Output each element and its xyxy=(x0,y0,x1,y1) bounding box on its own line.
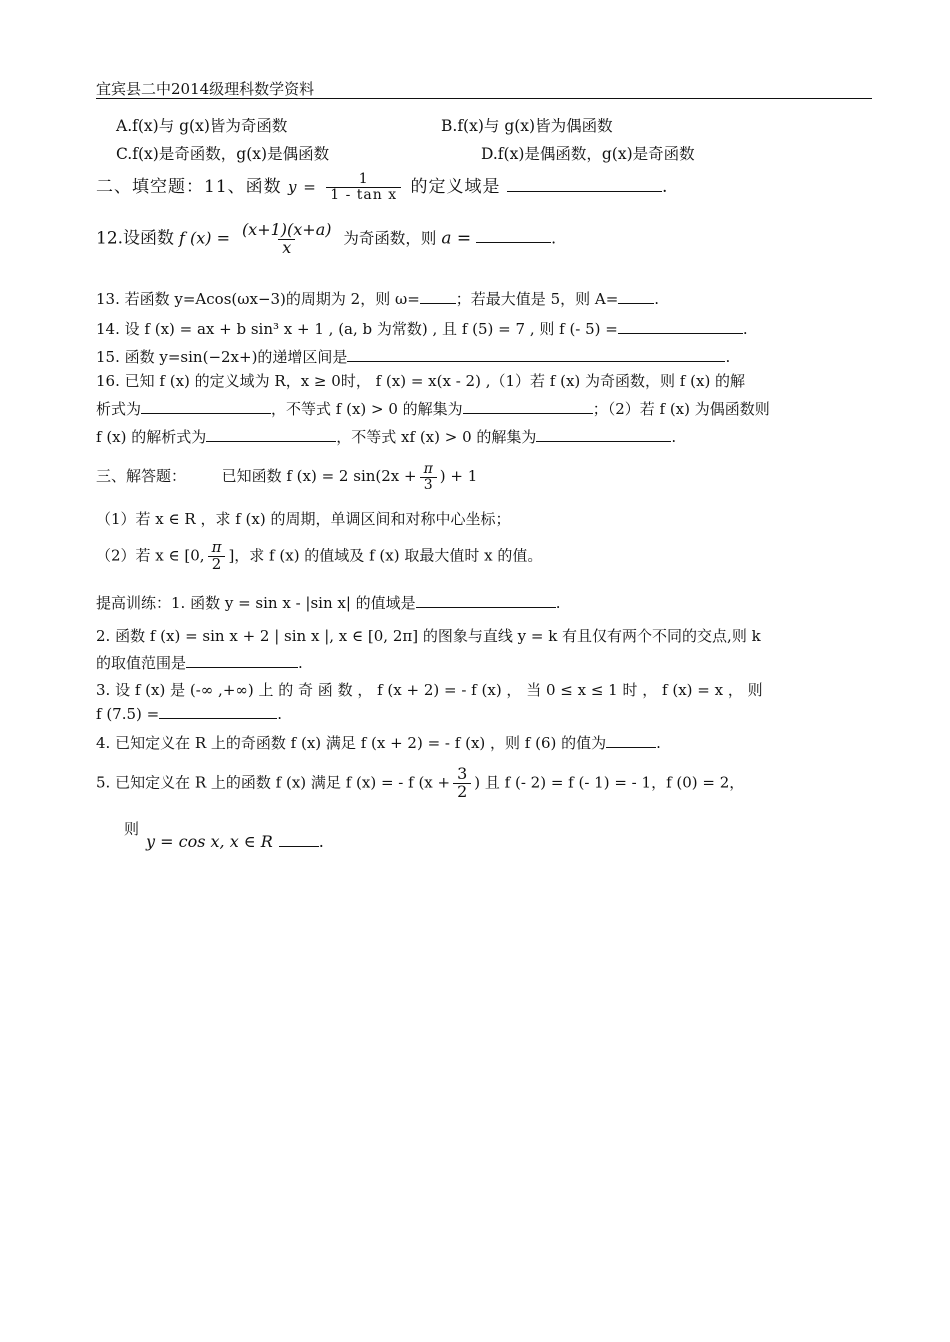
question-14: 14. 设 f (x) = ax + b sin³ x + 1 , (a, b 为常数) , 且 f (5) = 7 , 则 f (- 5) = . xyxy=(96,320,748,338)
solve-part-1: （1）若 x ∈ R ，求 f (x) 的周期，单调区间和对称中心坐标； xyxy=(96,510,511,528)
practice-3-blank[interactable] xyxy=(159,704,277,719)
practice-2-blank[interactable] xyxy=(186,653,298,668)
solve-part-2: （2）若 x ∈ [0, $\frac{\pi}{2}$ ]，求 f (x) 的值域及 f (x) 取最大值时 x 的值。 xyxy=(96,538,543,573)
question-16-line-1: 16. 已知 f (x) 的定义域为 R，x ≥ 0时， f (x) = x(x - 2) ,（1）若 f (x) 为奇函数，则 f (x) 的解 xyxy=(96,372,746,390)
three-over-two: $\frac{3}{2}$ xyxy=(453,766,471,801)
practice-2-line-1: 2. 函数 f (x) = sin x + 2 | sin x |, x ∈ [0, 2π] 的图象与直线 y = k 有且仅有两个不同的交点,则 k xyxy=(96,627,761,645)
question-15: 15. 函数 y=sin(−2x+)的递增区间是 . xyxy=(96,348,731,366)
practice-5-blank[interactable] xyxy=(279,832,319,847)
practice-4-blank[interactable] xyxy=(606,733,656,748)
practice-5-prefix: 则 xyxy=(124,820,140,838)
practice-4: 4. 已知定义在 R 上的奇函数 f (x) 满足 f (x + 2) = - f (x) ，则 f (6) 的值为 . xyxy=(96,734,661,752)
question-13: 13. 若函数 y=Acos(ωx−3)的周期为 2，则 ω= ；若最大值是 5，则 A= . xyxy=(96,290,660,308)
question-16-line-3: f (x) 的解析式为 ，不等式 xf (x) > 0 的解集为 . xyxy=(96,428,677,446)
section-two-title: 二、填空题：11、函数 xyxy=(96,177,282,197)
question-11: 二、填空题：11、函数 y = $\frac{1}{\text{1 - tan x}}$ 的定义域是 . xyxy=(96,171,669,203)
choice-a: A.f(x)与 g(x)皆为奇函数 xyxy=(116,117,288,135)
pi-over-two: $\frac{\pi}{2}$ xyxy=(208,540,226,573)
q16-even-expression-blank[interactable] xyxy=(206,427,336,442)
question-16-line-2: 析式为 ，不等式 f (x) > 0 的解集为 ；（2）若 f (x) 为偶函数则 xyxy=(96,400,770,418)
q11-answer-blank[interactable] xyxy=(507,177,662,192)
section-three-title: 三、解答题： xyxy=(96,467,187,486)
practice-1: 提高训练：1. 函数 y = sin x - |sin x| 的值域是 . xyxy=(96,594,561,612)
choice-d: D.f(x)是偶函数，g(x)是奇函数 xyxy=(481,145,695,163)
q12-fraction: $\frac{(x+1)(x+a)}{x}$ xyxy=(241,220,332,257)
practice-5-line-1: 5. 已知定义在 R 上的函数 f (x) 满足 f (x) = - f (x + $\frac{3}{2}$ ) 且 f (- 2) = f (- 1) = - 1，f (0) = 2， xyxy=(96,764,745,801)
pi-over-three: $\frac{\pi}{3}$ xyxy=(420,462,437,492)
practice-3-line-1: 3. 设 f (x) 是 (-∞ ,+∞) 上 的 奇 函 数 ， f (x + 2) = - f (x) ， 当 0 ≤ x ≤ 1 时 ， f (x) = x ， 则 xyxy=(96,681,763,699)
section-three: 三、解答题： 已知函数 f (x) = 2 sin(2x + $\frac{\pi}{3}$ ) + 1 xyxy=(96,461,478,493)
q13-a-blank[interactable] xyxy=(618,289,654,304)
q13-omega-blank[interactable] xyxy=(420,289,456,304)
q16-odd-solution-blank[interactable] xyxy=(463,399,593,414)
question-12: 12.设函数 f (x) = $\frac{(x+1)(x+a)}{x}$ 为奇函数，则 a = . xyxy=(96,220,557,257)
q16-even-solution-blank[interactable] xyxy=(536,427,671,442)
practice-3-line-2: f (7.5) = . xyxy=(96,705,282,723)
q11-fraction: $\frac{1}{\text{1 - tan x}}$ xyxy=(326,172,401,202)
q16-odd-expression-blank[interactable] xyxy=(141,399,271,414)
page-header: 宜宾县二中2014级理科数学资料 xyxy=(96,80,315,98)
practice-1-blank[interactable] xyxy=(416,593,556,608)
q12-answer-blank[interactable] xyxy=(476,228,551,243)
practice-2-line-2: 的取值范围是 . xyxy=(96,654,303,672)
header-divider xyxy=(96,98,872,99)
choice-c: C.f(x)是奇函数，g(x)是偶函数 xyxy=(116,145,330,163)
choice-b: B.f(x)与 g(x)皆为偶函数 xyxy=(441,117,613,135)
practice-5-line-2: y = cos x, x ∈ R . xyxy=(146,832,324,851)
q15-answer-blank[interactable] xyxy=(347,347,725,362)
q14-answer-blank[interactable] xyxy=(618,319,743,334)
